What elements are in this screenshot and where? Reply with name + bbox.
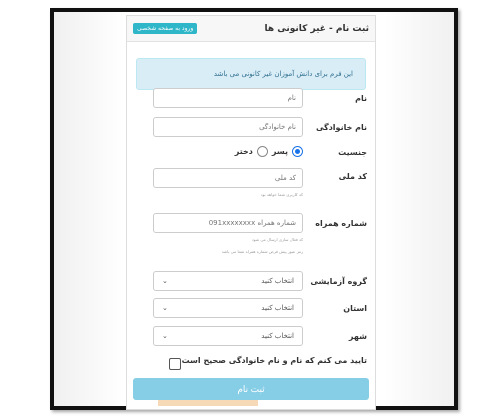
gender-female-radio[interactable] xyxy=(257,146,268,157)
gender-female-label: دختر xyxy=(234,147,253,156)
info-alert-text: این فرم برای دانش آموزان غیر کانونی می باشد xyxy=(213,70,353,78)
city-value: انتخاب کنید xyxy=(261,332,294,340)
name-input[interactable] xyxy=(153,88,303,108)
panel-header xyxy=(127,16,375,42)
frame-shadow-left xyxy=(54,12,124,406)
confirm-checkbox[interactable] xyxy=(169,358,181,370)
province-value: انتخاب کنید xyxy=(261,304,294,312)
family-label: نام خانوادگی xyxy=(315,123,367,132)
submit-button[interactable]: ثبت نام xyxy=(133,378,369,400)
national-code-label: کد ملی xyxy=(338,172,367,181)
test-group-label: گروه آزمایشی xyxy=(310,277,367,286)
page-title: ثبت نام - غیر کانونی ها xyxy=(264,23,369,34)
city-label: شهر xyxy=(348,332,367,341)
test-group-select[interactable] xyxy=(153,271,303,291)
national-code-hint: کد کاربری شما خواهد بود xyxy=(260,192,303,197)
chevron-down-icon: ⌄ xyxy=(162,277,168,285)
gender-radio-group xyxy=(235,146,303,157)
national-code-input[interactable] xyxy=(153,168,303,188)
bottom-decoration xyxy=(158,400,258,406)
gender-male-label: پسر xyxy=(271,147,288,156)
gender-label: جنسیت xyxy=(338,148,367,157)
province-select[interactable] xyxy=(153,298,303,318)
phone-label: شماره همراه xyxy=(315,219,367,228)
chevron-down-icon: ⌄ xyxy=(162,304,168,312)
info-alert xyxy=(136,58,366,90)
confirm-text: تایید می کنم که نام و نام خانوادگی صحیح است xyxy=(181,356,367,365)
phone-hint-activation: کد فعال سازی ارسال می شود xyxy=(251,237,303,242)
phone-input[interactable] xyxy=(153,213,303,233)
gender-male-radio[interactable] xyxy=(292,146,303,157)
profile-login-button[interactable]: ورود به صفحه شخصی xyxy=(133,23,197,34)
frame-shadow-right xyxy=(384,12,454,406)
name-label: نام xyxy=(355,94,367,103)
chevron-down-icon: ⌄ xyxy=(162,332,168,340)
city-select[interactable] xyxy=(153,326,303,346)
family-input[interactable] xyxy=(153,117,303,137)
phone-hint-password: رمز عبور پیش فرض شماره همراه شما می باشد xyxy=(221,249,303,254)
test-group-value: انتخاب کنید xyxy=(261,277,294,285)
province-label: استان xyxy=(343,304,367,313)
registration-panel xyxy=(126,15,376,410)
